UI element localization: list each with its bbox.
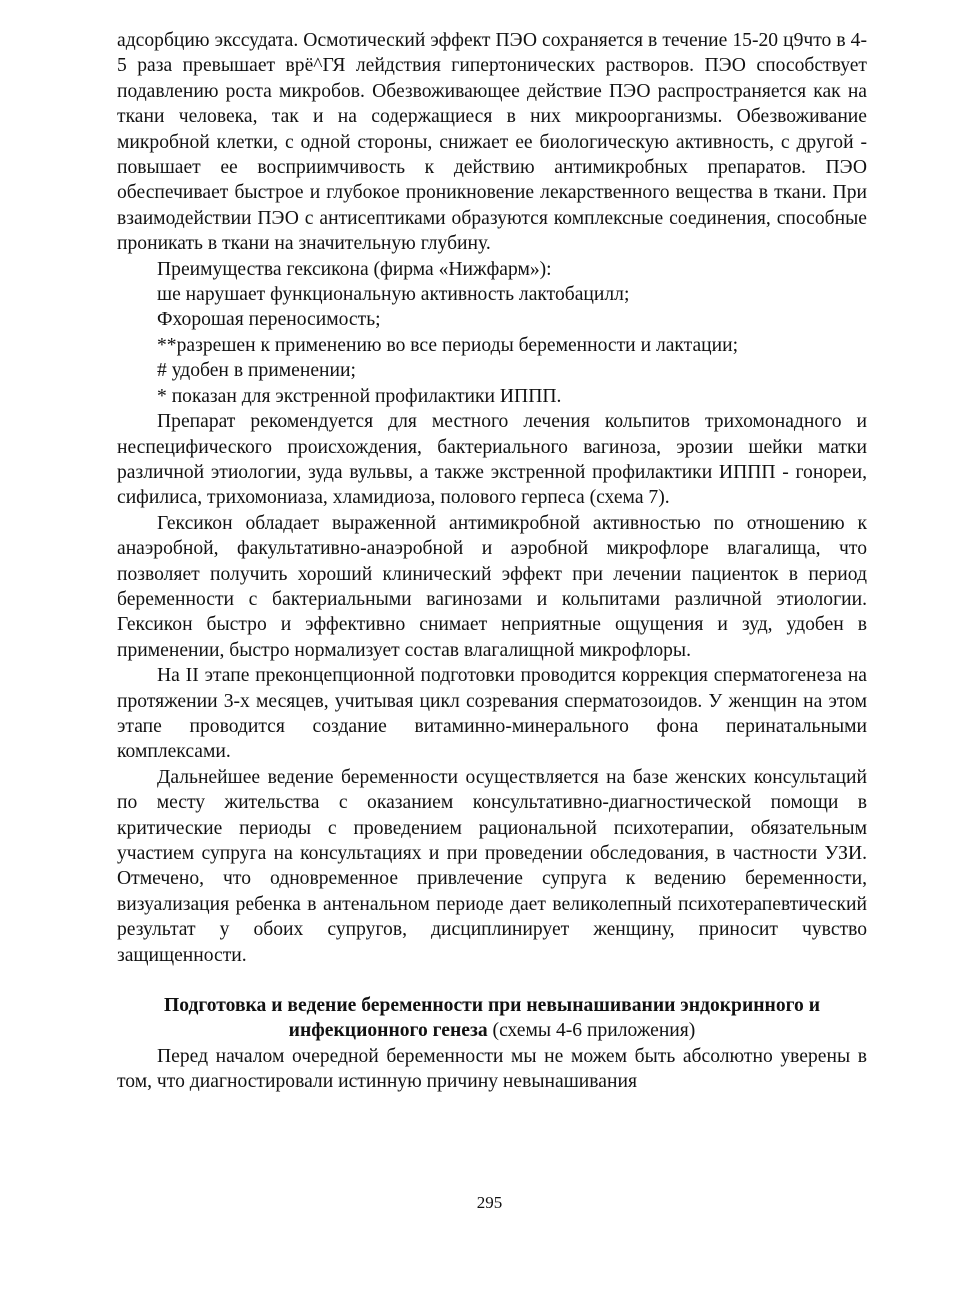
section-heading-bold: Подготовка и ведение беременности при невынашивании эндокринного и инфекционного генеза: [163, 995, 821, 1042]
paragraph-further-management: Дальнейшее ведение беременности осуществляется на базе женских консультаций по месту жительства с оказанием консультативно-диагностической помощи в критические периоды с проведением рациональной психотерапии, обязательным участием супруга на консультациях и при проведении обследования, в частности УЗИ. Отмечено, что одновременное привлечение супруга к ведению беременности, визуализация ребенка в антенальном периоде дает великолепный психотерапевтический результат у обоих супругов, дисциплинирует женщину, приносит чувство защищенности.: [117, 766, 867, 966]
paragraph-peo-effect: адсорбцию экссудата. Осмотический эффект ПЭО сохраняется в течение 15-20 ц9что в 4-5 раза превышает врё^ГЯ лейдствия гипертонических растворов. ПЭО способствует подавлению роста микробов. Обезвоживающее действие ПЭО распространяется как на ткани человека, так и на содержащиеся в них микроорганизмы. Обезвоживание микробной клетки, с одной стороны, снижает ее биологическую активность, с другой - повышает ее восприимчивость к действию антимикробных препаратов. ПЭО обеспечивает быстрое и глубокое проникновение лекарственного вещества в ткани. При взаимодействии ПЭО с антисептиками образуются комплексные соединения, способные проникать в ткани на значительную глубину.: [117, 30, 867, 255]
paragraph-before-pregnancy: Перед началом очередной беременности мы не можем быть абсолютно уверены в том, что диагностировали истинную причину невынашивания: [117, 1045, 867, 1093]
page-number: 295: [476, 1193, 503, 1212]
document-page: [117, 28, 867, 1095]
advantage-item: # удобен в применении;: [157, 360, 356, 382]
paragraph-stage-two: На II этапе преконцепционной подготовки проводится коррекция сперматогенеза на протяжении 3-х месяцев, учитывая цикл созревания сперматозоидов. У женщин на этом этапе проводится создание витаминно-минерального фона перинатальными комплексами.: [117, 665, 867, 763]
advantage-item: Фхорошая переносимость;: [157, 309, 381, 331]
advantage-item: ше нарушает функциональную активность лактобацилл;: [157, 284, 630, 306]
paragraph-recommendation: Препарат рекомендуется для местного лечения кольпитов трихомонадного и неспецифического происхождения, бактериального вагиноза, эрозии шейки матки различной этиологии, зуда вульвы, а также экстренной профилактики ИППП - гонореи, сифилиса, трихомониаза, хламидиоза, полового герпеса (схема 7).: [117, 411, 867, 509]
section-heading-note: (схемы 4-6 приложения): [487, 1020, 696, 1042]
advantage-item: * показан для экстренной профилактики ИППП.: [157, 385, 562, 407]
advantages-intro: Преимущества гексикона (фирма «Нижфарм»):: [157, 258, 552, 280]
paragraph-hexicon-activity: Гексикон обладает выраженной антимикробной активностью по отношению к анаэробной, факультативно-анаэробной и аэробной микрофлоре влагалища, что позволяет получить хороший клинический эффект при лечении пациенток в период беременности с бактериальными вагинозами и кольпитами различной этиологии. Гексикон быстро и эффективно снимает неприятные ощущения и зуд, удобен в применении, быстро нормализует состав влагалищной микрофлоры.: [117, 512, 867, 661]
advantage-item: **разрешен к применению во все периоды беременности и лактации;: [157, 334, 739, 356]
section-heading: [117, 993, 867, 1044]
